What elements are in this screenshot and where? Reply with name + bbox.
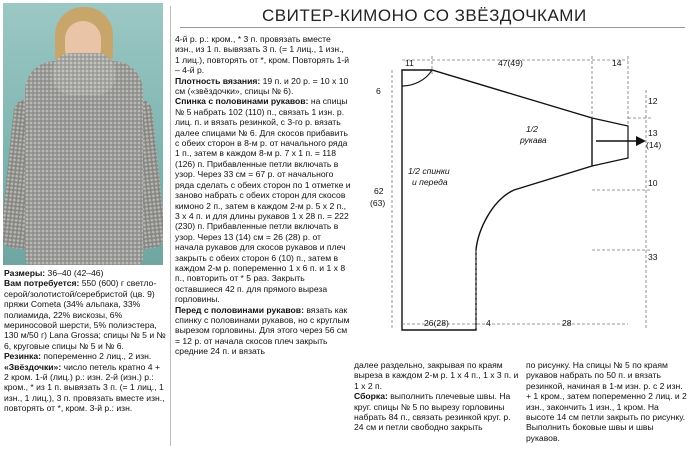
stars-pattern-label: «Звёздочки»:	[4, 361, 62, 372]
model-photo	[3, 3, 163, 265]
pattern-diagram	[356, 30, 690, 360]
title-rule	[180, 27, 685, 28]
back-label: Спинка с половинами рукавов:	[175, 96, 309, 107]
density-text: 19 п. и 20 р. = 10 х 10 см («звёздочки», спицы № 6).	[175, 75, 349, 97]
dim-height-62: 62	[374, 186, 384, 196]
dim-right-10: 10	[648, 178, 658, 188]
instructions-column-2	[175, 34, 351, 357]
dim-height-63: (63)	[370, 198, 386, 208]
stars-pattern-text: число петель кратно 4 + 2 кром. 1-й (лиц.) р.: изн. 2-й (изн.) р.: кром., * из 1 п. вывязать 3 п. (= 1 лиц., 1 изн., 1 лиц.), 3 п. провязать вместе изн., повторять от *, кром. 3-й р.: изн.	[4, 361, 165, 414]
materials-text: 550 (600) г светло-серой/золотистой/серебристой (цв. 9) пряжи Cometa (34% альпака, 33% полиамида, 22% вискозы, 6% мериносовой шерсти, 5% полиэстера, 130 м/50 г) Lana Grossa; спицы № 5 и № 6, круговые спицы № 5 и № 6.	[4, 278, 166, 351]
sleeve-end	[592, 118, 628, 166]
back-text: на спицы № 5 набрать 102 (110) п., связать 1 изн. р. лиц. п. и вязать резинкой, с 3-го р. вязать далее спицами № 6. Для скосов прибавить с обеих сторон в 8-м р. от начального ряда 1 п., затем в каждом 8-м р. 7 х 1 п. = 118 (126) п. Прибавленные петли включать в узор. Через 33 см = 67 р. от начального ряда сделать с обеих сторон по 1 отметке и заново набрать с обеих сторон для скосов кимоно 2 п., затем в каждом 2-м р. 5 х 2 п., 3 х 4 п. и для длины рукавов 1 х 28 п. = 222 (230) п. Прибавленные петли включать в узор. Через 13 (14) см = 26 (28) р. от начала рукавов для скосов рукавов и плеч закрыть с обеих сторон 6 (10) п., затем в каждом 2-м р. попеременно 1 х 6 п. и 1 х 8 п., повторить от * 5 раз. Закрыть оставшиеся 42 п. для прямого выреза горловины.	[175, 96, 351, 305]
dim-bottom-26: 26(28)	[424, 318, 449, 328]
neckline	[402, 70, 432, 86]
page-title: СВИТЕР-КИМОНО СО ЗВЁЗДОЧКАМИ	[262, 6, 587, 25]
column-divider	[170, 6, 171, 446]
sleeve-label-fraction: 1/2	[526, 124, 538, 134]
sleeves-finish-text: по рисунку. На спицы № 5 по краям рукавов набрать по 50 п. и вязать резинкой, начиная в 1-м изн. р. с 2 изн. + 1 кром., затем попеременно 2 лиц. и 2 изн., закончить 1 изн., 1 кром. На высоте 14 см петли закрыть по рисунку. Выполнить боковые швы и швы рукавов.	[526, 360, 687, 443]
assembly-text: выполнить плечевые швы. На круг. спицы № 5 по вырезу горловины набрать 84 п., связать резинкой круг. р. 24 см и петли свободно закрыть	[354, 391, 511, 433]
elastic-label: Резинка:	[4, 351, 41, 362]
assembly-label: Сборка:	[354, 391, 388, 402]
dim-right-33: 33	[648, 252, 658, 262]
dim-bottom-28: 28	[562, 318, 572, 328]
front-text: вязать как спинку с половинами рукавов, но с круглым вырезом горловины. Для этого через 56 см = 12 р. от начала скосов плеч закрыть средние 24 п. и вязать	[175, 304, 350, 357]
sizes-value: 36–40 (42–46)	[45, 268, 104, 278]
instructions-column-1	[4, 268, 166, 414]
dim-top-right: 14	[612, 58, 622, 68]
body-label-line2: и переда	[412, 177, 448, 187]
sizes-label: Размеры:	[4, 268, 46, 278]
dim-neck-depth: 6	[376, 86, 381, 96]
sleeve-label-text: рукава	[520, 135, 547, 145]
dim-top-mid: 47(49)	[498, 58, 523, 68]
dim-right-14: (14)	[646, 140, 662, 150]
dim-top-left: 11	[405, 58, 414, 68]
front-label: Перед с половинами рукавов:	[175, 304, 304, 315]
dim-right-12: 12	[648, 96, 658, 106]
neck-text: далее раздельно, закрывая по краям выреза в каждом 2-м р. 1 х 4 п., 1 х 3 п. и 1 х 2 п.	[354, 360, 519, 391]
instructions-column-4	[526, 360, 688, 443]
dim-right-13: 13	[648, 128, 658, 138]
density-label: Плотность вязания:	[175, 75, 261, 86]
elastic-text: попеременно 2 лиц., 2 изн.	[41, 351, 152, 362]
sleeve-arrowhead	[636, 136, 646, 146]
row4-text: 4-й р. р.: кром., * 3 п. провязать вместе изн., из 1 п. вывязать 3 п. (= 1 лиц., 1 изн., 1 лиц.), повторять от *, кром. Повторять 1-й – 4-й р.	[175, 34, 350, 76]
dim-bottom-4: 4	[486, 318, 491, 328]
pattern-outline	[402, 70, 592, 330]
materials-label: Вам потребуется:	[4, 278, 80, 289]
photo-collar	[53, 53, 115, 95]
instructions-column-3	[354, 360, 522, 433]
body-label-line1: 1/2 спинки	[408, 166, 450, 176]
